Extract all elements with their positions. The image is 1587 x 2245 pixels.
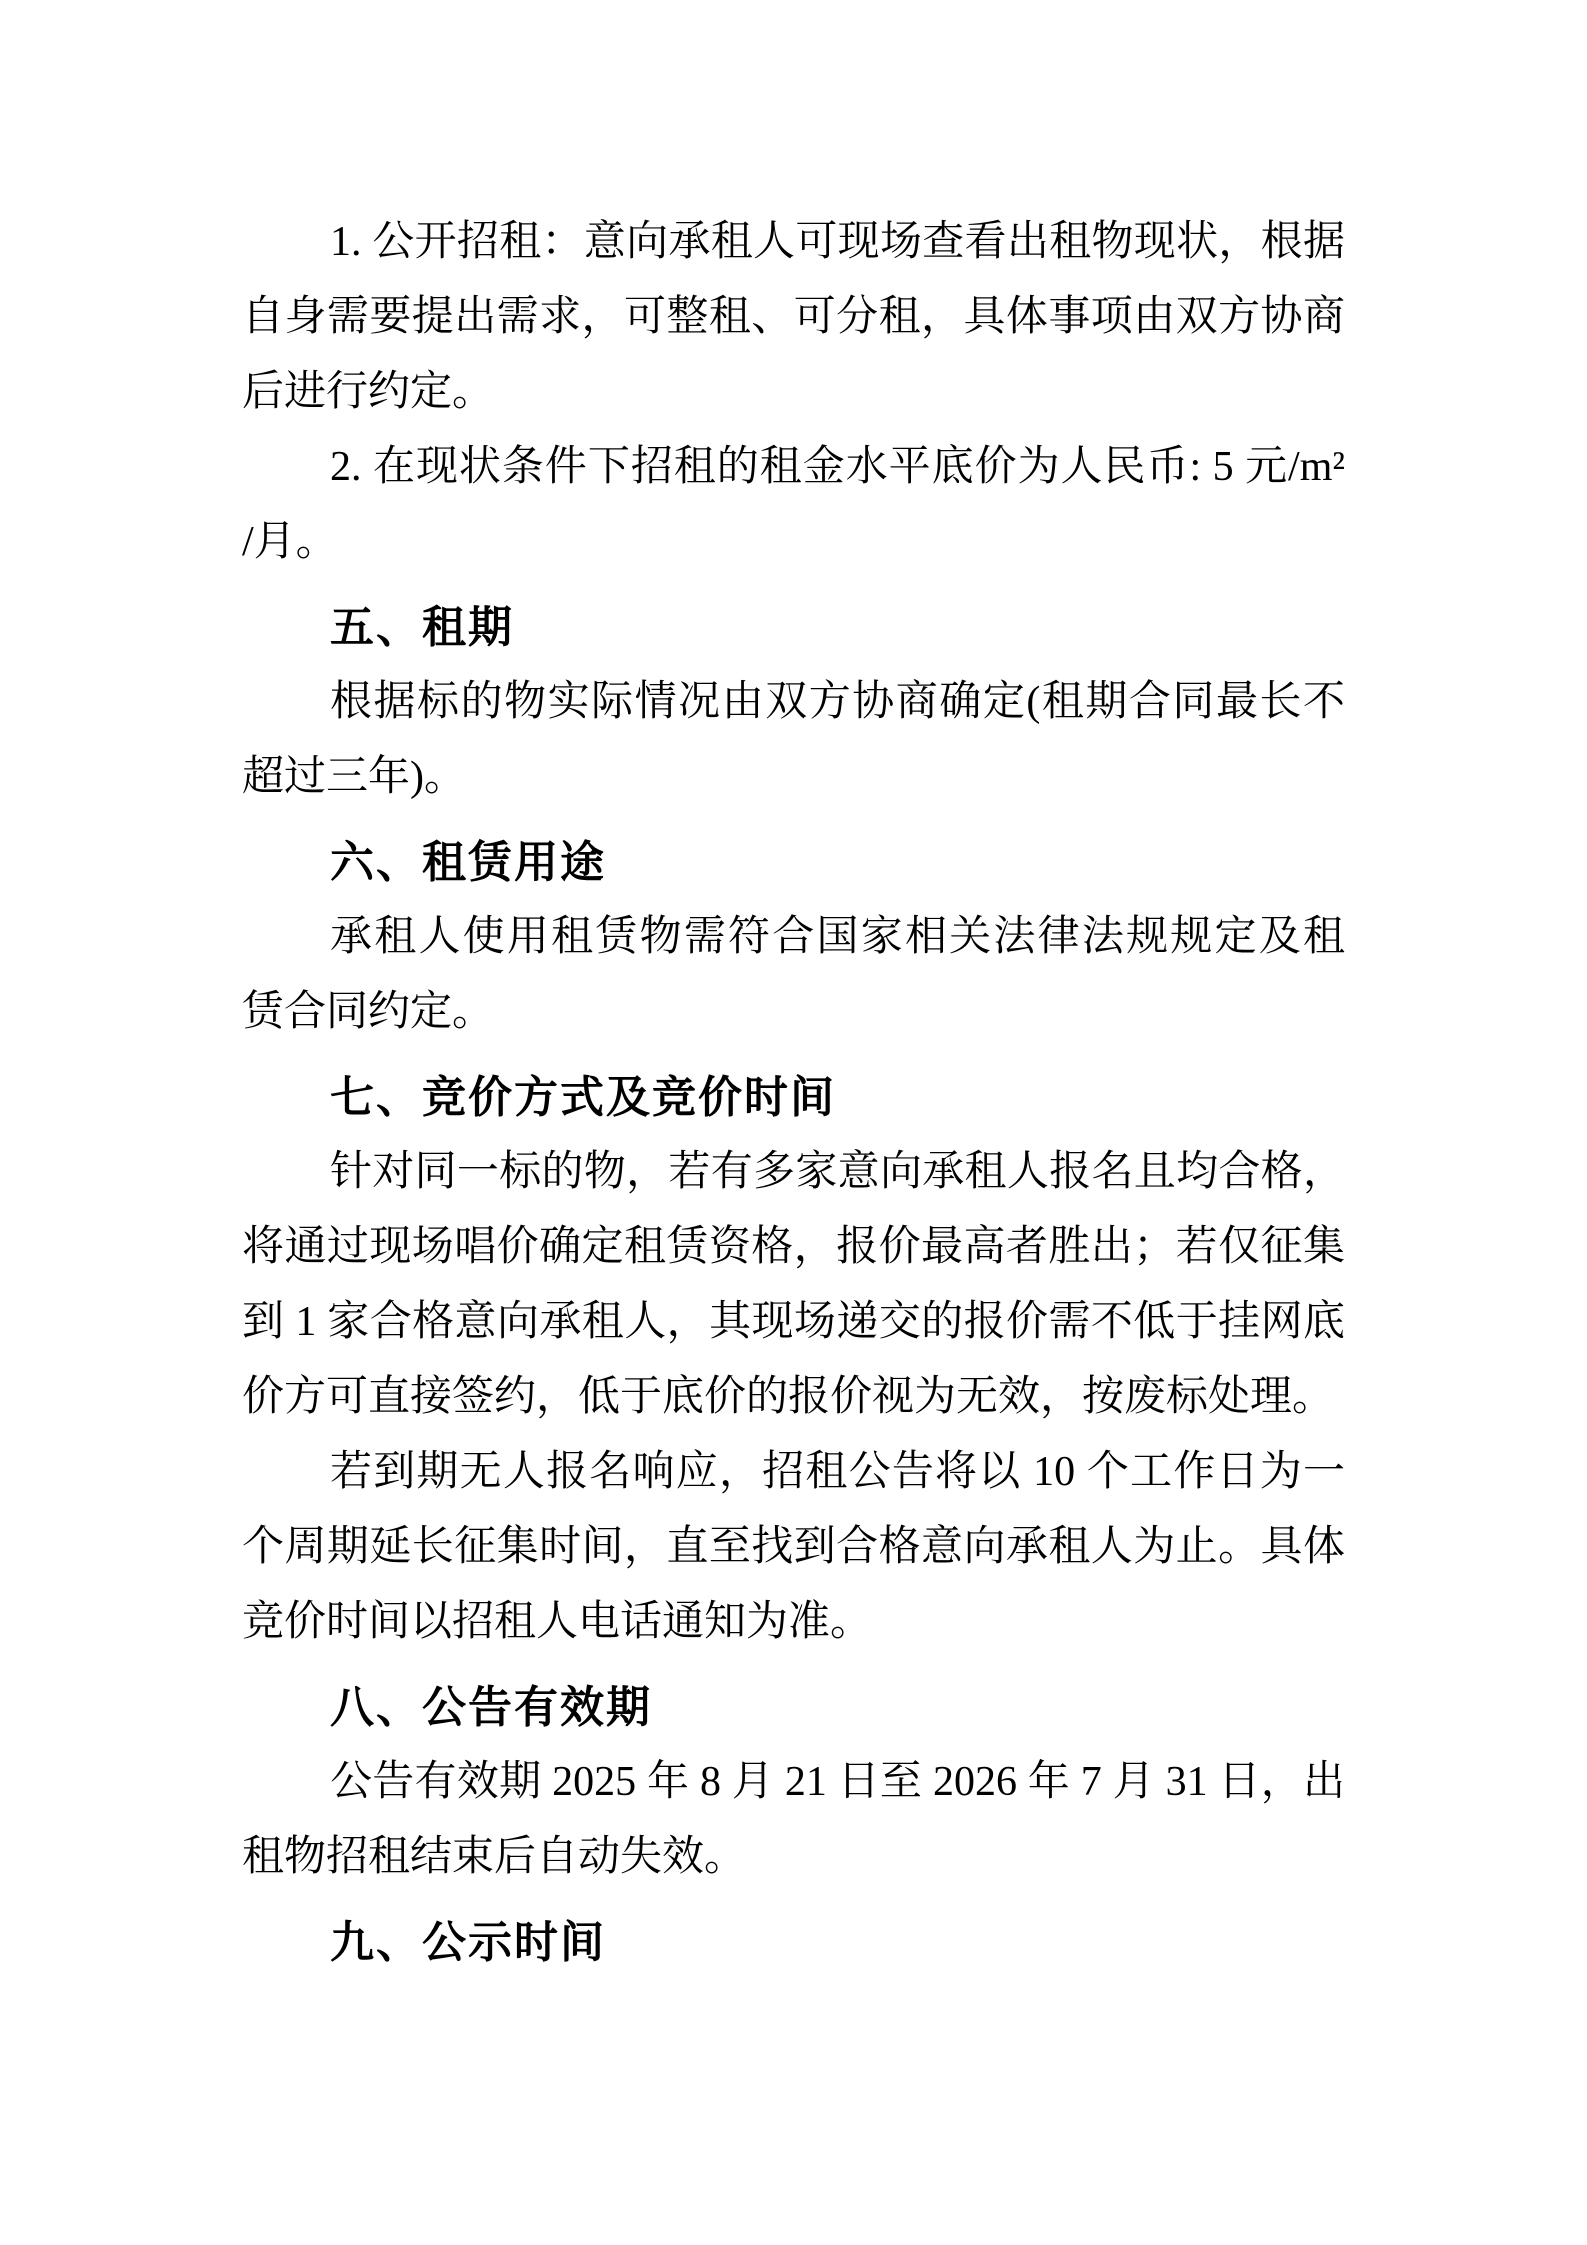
section-heading-lease-use: 六、租赁用途 [330,838,606,887]
section-heading-bidding: 七、竞价方式及竞价时间 [330,1073,836,1122]
document-body [242,205,1345,1980]
doc-line: 超过三年)。 [242,754,466,800]
doc-line: /月。 [242,519,338,565]
section-heading-validity: 八、公告有效期 [330,1683,652,1732]
doc-line: 承租人使用租赁物需符合国家相关法律法规规定及租 [330,914,1345,960]
doc-line: 价方可直接签约，低于底价的报价视为无效，按废标处理。 [242,1374,1335,1420]
doc-line: 竞价时间以招租人电话通知为准。 [242,1599,873,1645]
doc-line: 1. 公开招租：意向承租人可现场查看出租物现状，根据 [330,219,1345,265]
doc-line: 个周期延长征集时间，直至找到合格意向承租人为止。具体 [242,1524,1345,1570]
section-heading-publicity-time: 九、公示时间 [330,1918,606,1967]
doc-line: 根据标的物实际情况由双方协商确定(租期合同最长不 [330,679,1345,725]
doc-line: 租物招租结束后自动失效。 [242,1834,747,1880]
doc-line: 将通过现场唱价确定租赁资格，报价最高者胜出；若仅征集 [242,1224,1345,1270]
doc-line: 自身需要提出需求，可整租、可分租，具体事项由双方协商 [242,294,1345,340]
doc-line: 2. 在现状条件下招租的租金水平底价为人民币: 5 元/m² [330,444,1345,490]
section-heading-rent-term: 五、租期 [330,603,514,652]
doc-line: 赁合同约定。 [242,989,495,1035]
doc-line: 后进行约定。 [242,369,495,415]
doc-line: 到 1 家合格意向承租人，其现场递交的报价需不低于挂网底 [242,1299,1345,1345]
doc-line: 公告有效期 2025 年 8 月 21 日至 2026 年 7 月 31 日，出 [330,1759,1345,1805]
doc-line: 若到期无人报名响应，招租公告将以 10 个工作日为一 [330,1449,1345,1495]
doc-line: 针对同一标的物，若有多家意向承租人报名且均合格， [330,1149,1345,1195]
